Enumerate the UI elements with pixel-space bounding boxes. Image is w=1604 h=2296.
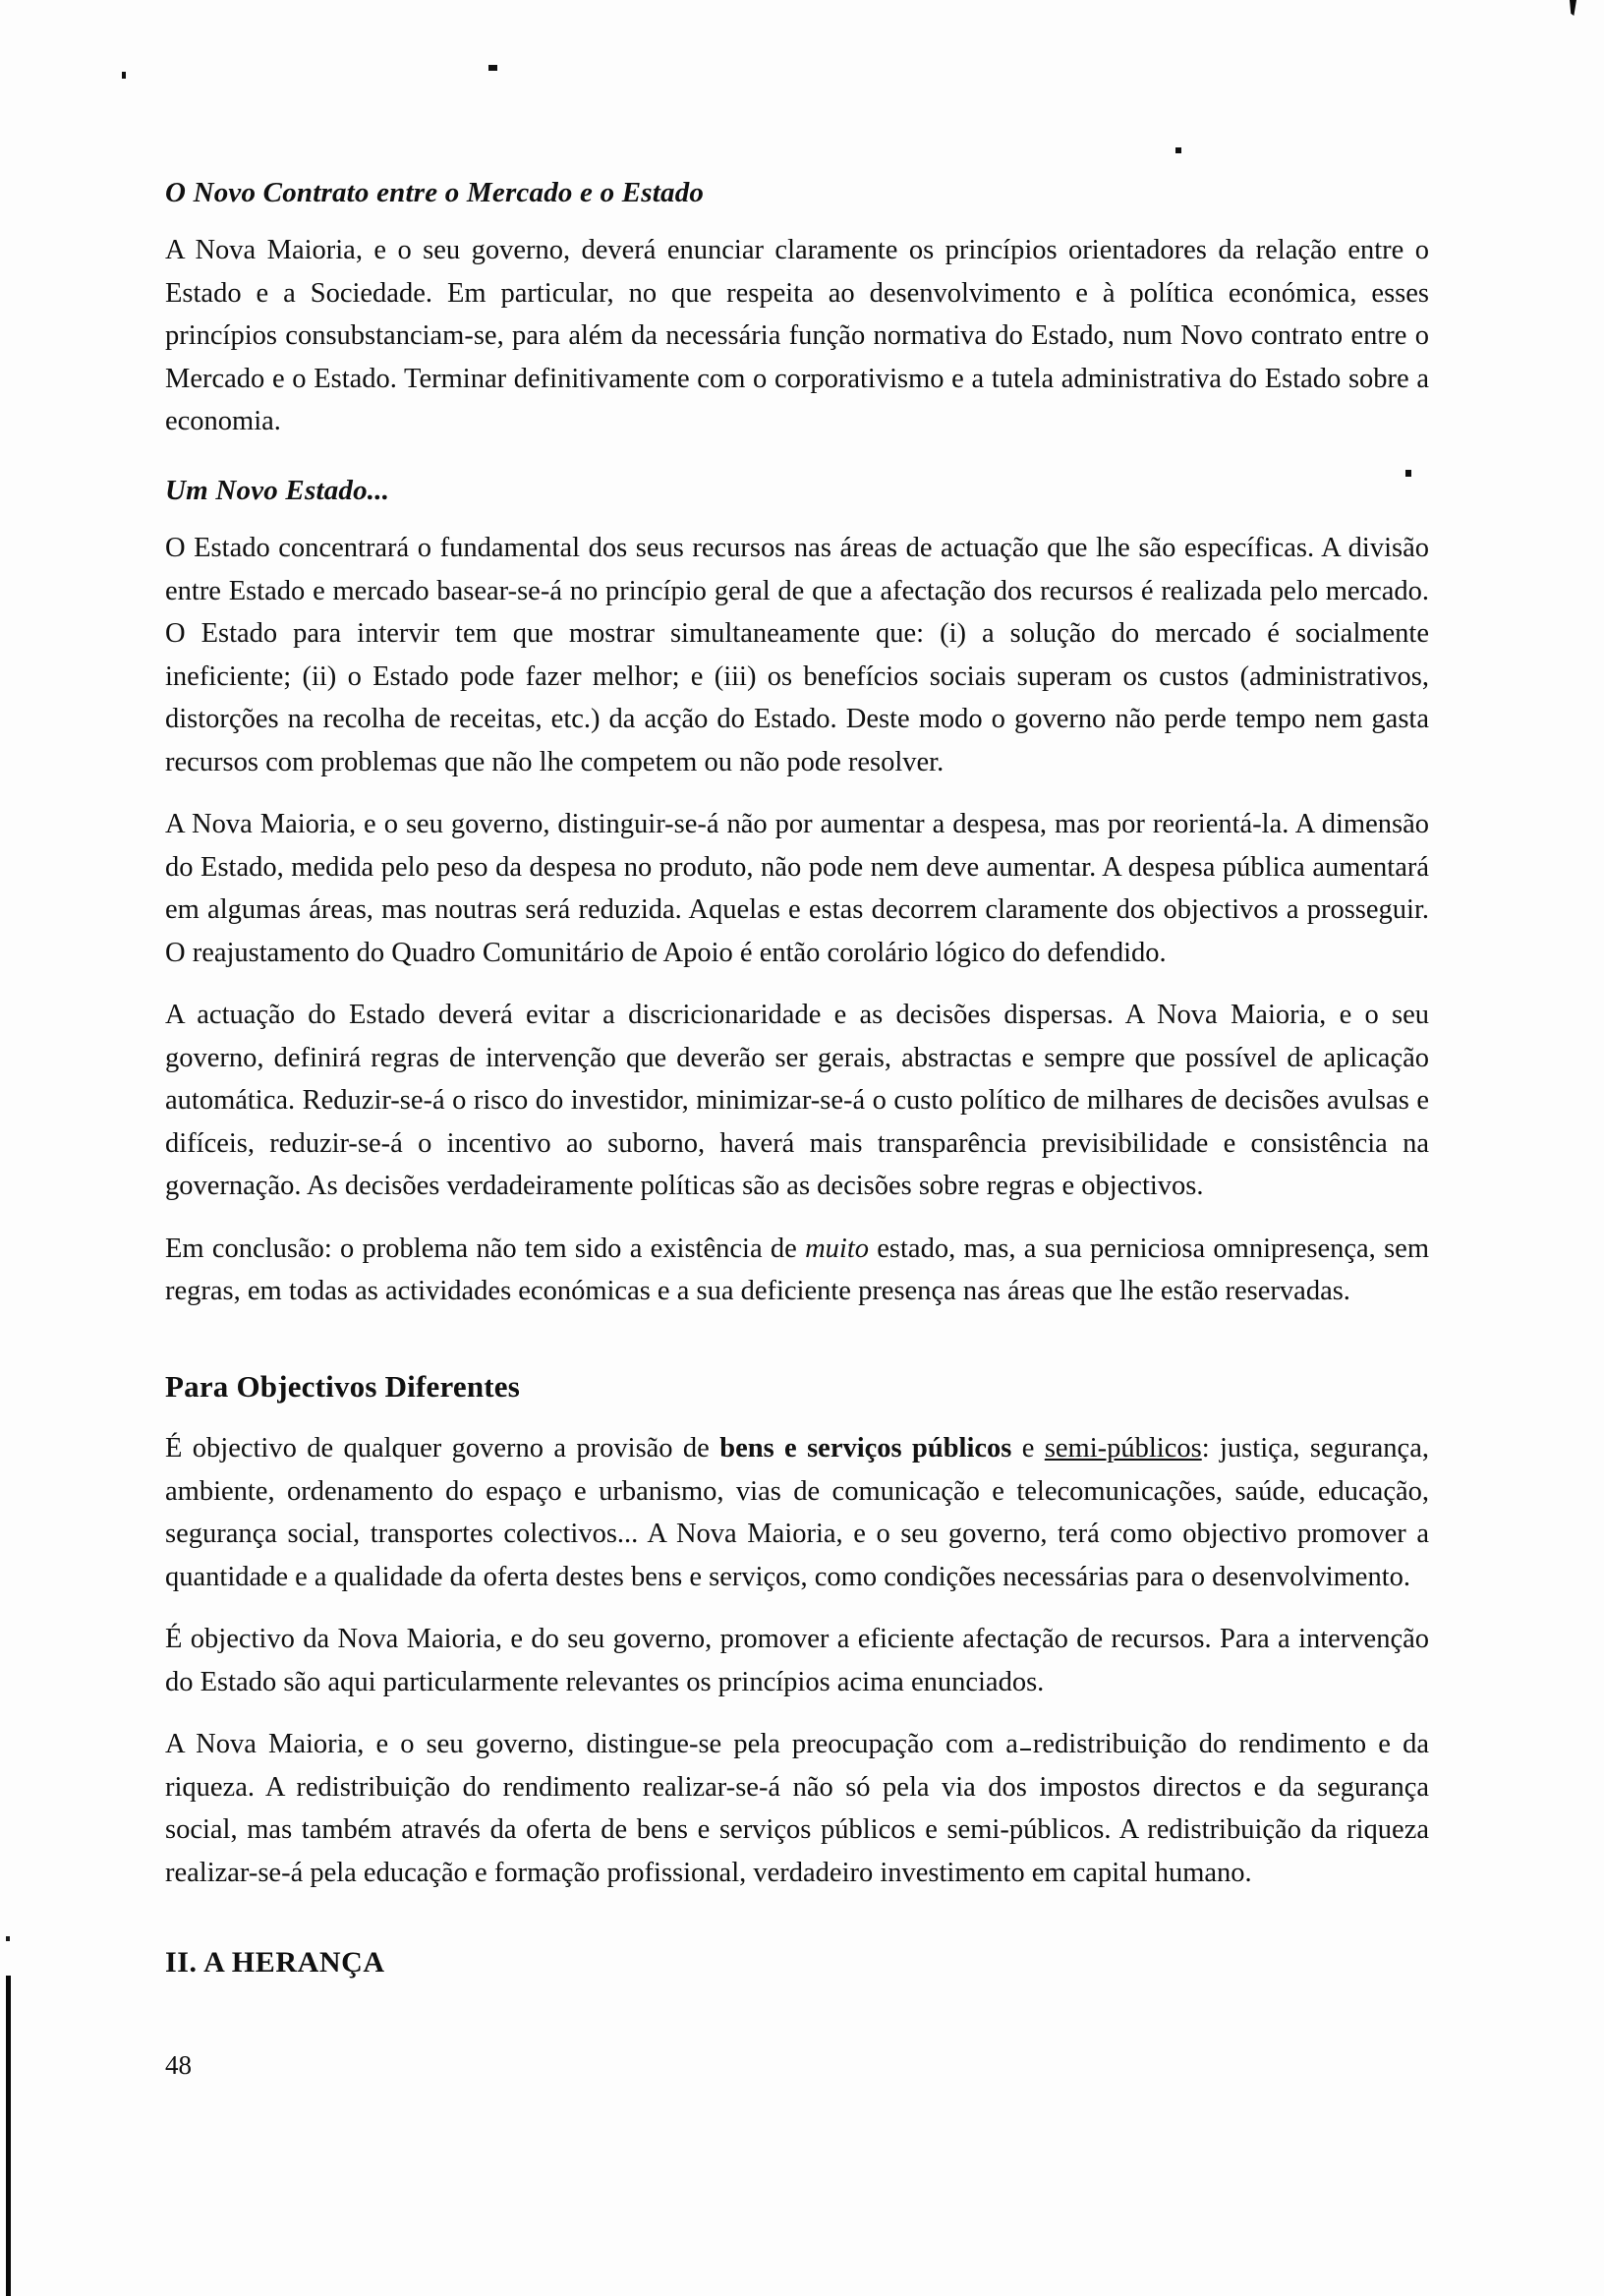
paragraph-objectivos-3-text-before: A Nova Maioria, e o seu governo, distingue-se pela preocupação com a	[165, 1729, 1018, 1760]
underline-semi-publicos: semi-públicos	[1044, 1433, 1202, 1464]
paragraph-novo-estado-1: O Estado concentrará o fundamental dos seus recursos nas áreas de actuação que lhe são específicas. A divisão entre Estado e mercado basear-se-á no princípio geral de que a afectação dos recursos é realizada pelo mercado. O Estado para intervir tem que mostrar simultaneamente que: (i) a solução do mercado é socialmente ineficiente; (ii) o Estado pode fazer melhor; e (iii) os benefícios sociais superam os custos (administrativos, distorções na recolha de receitas, etc.) da acção do Estado. Deste modo o governo não perde tempo nem gasta recursos com problemas que não lhe competem ou não pode resolver.	[165, 533, 1429, 777]
scan-speckle-artifact	[122, 72, 126, 79]
scan-edge-tick	[6, 1936, 10, 1941]
paragraph-objectivos-2: É objectivo da Nova Maioria, e do seu governo, promover a eficiente afectação de recursos. Para a intervenção do Estado são aqui particularmente relevantes os princípios acima enunciados.	[165, 1624, 1429, 1697]
stray-underscore-artifact	[1020, 1749, 1031, 1751]
ink-mark-artifact	[1570, 0, 1576, 16]
emphasis-muito: muito	[805, 1233, 869, 1264]
document-body	[165, 175, 1429, 1914]
paragraph-novo-estado-4-text-after: estado, mas, a sua perniciosa omnipresença, sem regras, em todas as actividades económicas e a sua deficiente presença nas áreas que lhe estão reservadas.	[165, 1233, 1429, 1306]
page-number: 48	[165, 2050, 192, 2080]
heading-para-objectivos-diferentes: Para Objectivos Diferentes	[165, 1368, 521, 1404]
bold-bens-e-servicos-publicos: bens e serviços públicos	[719, 1433, 1012, 1464]
paragraph-objectivos-1-conjunction: e	[1011, 1433, 1045, 1464]
paragraph-novo-estado-4-text-before: Em conclusão: o problema não tem sido a existência de	[165, 1233, 806, 1264]
paragraph-novo-estado-2: A Nova Maioria, e o seu governo, distinguir-se-á não por aumentar a despesa, mas por reorientá-la. A dimensão do Estado, medida pelo peso da despesa no produto, não pode nem deve aumentar. A despesa pública aumentará em algumas áreas, mas noutras será reduzida. Aquelas e estas decorrem claramente dos objectivos a prosseguir. O reajustamento do Quadro Comunitário de Apoio é então corolário lógico do defendido.	[165, 809, 1429, 968]
paragraph-novo-estado-4	[165, 1228, 1429, 1313]
scan-speckle-artifact	[488, 65, 497, 71]
paragraph-objectivos-3	[165, 1723, 1429, 1894]
paragraph-objectivos-1-text-before: É objectivo de qualquer governo a provisão de	[165, 1433, 720, 1464]
paragraph-objectivos-1	[165, 1427, 1429, 1598]
chapter-heading-block	[165, 1944, 1050, 1981]
heading-ii-a-heranca: II. A HERANÇA	[165, 1946, 385, 1979]
scan-edge-line	[6, 1976, 11, 2296]
paragraph-objectivos-3-text-after: redistribuição do rendimento e da riqueza. A redistribuição do rendimento realizar-se-á não só pela via dos impostos directos e da segurança social, mas também através da oferta de bens e serviços públicos e semi-públicos. A redistribuição da riqueza realizar-se-á pela educação e formação profissional, verdadeiro investimento em capital humano.	[165, 1729, 1429, 1888]
heading-novo-contrato: O Novo Contrato entre o Mercado e o Estado	[165, 177, 705, 208]
paragraph-novo-contrato: A Nova Maioria, e o seu governo, deverá enunciar claramente os princípios orientadores da relação entre o Estado e a Sociedade. Em particular, no que respeita ao desenvolvimento e à política económica, esses princípios consubstanciam-se, para além da necessária função normativa do Estado, num Novo contrato entre o Mercado e o Estado. Terminar definitivamente com o corporativismo e a tutela administrativa do Estado sobre a economia.	[165, 235, 1429, 437]
heading-um-novo-estado: Um Novo Estado...	[165, 474, 390, 506]
scan-speckle-artifact	[1175, 147, 1181, 153]
paragraph-objectivos-1-text-after: : justiça, segurança, ambiente, ordenamento do espaço e urbanismo, vias de comunicação e telecomunicações, saúde, educação, segurança social, transportes colectivos... A Nova Maioria, e o seu governo, terá como objectivo promover a quantidade e a qualidade da oferta destes bens e serviços, como condições necessárias para o desenvolvimento.	[165, 1433, 1429, 1592]
paragraph-novo-estado-3: A actuação do Estado deverá evitar a discricionaridade e as decisões dispersas. A Nova Maioria, e o seu governo, definirá regras de intervenção que deverão ser gerais, abstractas e sempre que possível de aplicação automática. Reduzir-se-á o risco do investidor, minimizar-se-á o custo político de milhares de decisões avulsas e difíceis, reduzir-se-á o incentivo ao suborno, haverá mais transparência previsibilidade e consistência na governação. As decisões verdadeiramente políticas são as decisões sobre regras e objectivos.	[165, 1000, 1429, 1201]
